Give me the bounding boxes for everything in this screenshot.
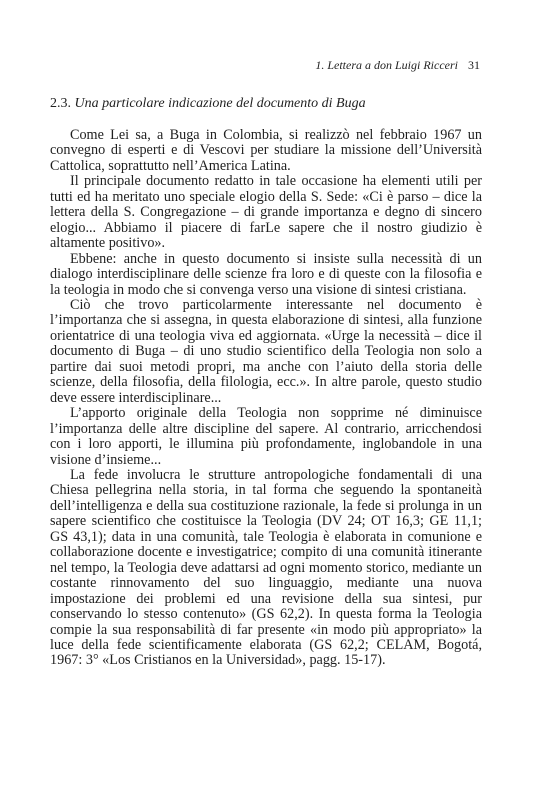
running-head xyxy=(315,58,480,73)
paragraph: La fede involucra le strutture antropologiche fondamentali di una Chiesa pellegrina nella storia, in tal forma che seguendo la spontaneità dell’intelligenza e della sua costituzione razionale, la fede si prolunga in un sapere scientifico che costituisce la Teologia (DV 24; OT 16,3; GE 11,1; GS 43,1); data in una comunità, tale Teologia è elaborata in comunione e collaborazione docente e investigatrice; compito di una comunità itinerante nel tempo, la Teologia deve adattarsi ad ogni momento storico, mediante un costante rinnovamento del suo linguaggio, mediante una nuova impostazione dei problemi ed una revisione della sua sintesi, pur conservando lo stesso contenuto» (GS 62,2). In questa forma la Teologia compie la sua responsabilità di far presente «in modo più appropriato» la luce della fede scientificamente elaborata (GS 62,2; CELAM, Bogotá, 1967: 3° «Los Cristianos en la Universidad», pagg. 15-17). xyxy=(50,466,482,669)
page-number: 31 xyxy=(468,58,480,72)
paragraph: Il principale documento redatto in tale occasione ha elementi utili per tutti ed ha meritato uno speciale elogio della S. Sede: «Ci è parso – dice la lettera della S. Congregazione – di grande importanza e degno di sincero elogio... Abbiamo il piacere di farLe sapere che il nostro giudizio è altamente positivo». xyxy=(50,173,482,252)
paragraph: L’apporto originale della Teologia non sopprime né diminuisce l’importanza delle altre discipline del sapere. Al contrario, arricchendosi con i loro apporti, le illumina più profondamente, inglobandole in una visione d’insieme... xyxy=(50,405,482,468)
section-number: 2.3. xyxy=(50,96,71,111)
paragraph: Come Lei sa, a Buga in Colombia, si realizzò nel febbraio 1967 un convegno di esperti e di Vescovi per studiare la missione dell’Università Cattolica, soprattutto nell’America Latina. xyxy=(50,127,482,174)
section-title: Una particolare indicazione del documento di Buga xyxy=(74,96,366,111)
paragraph: Ciò che trovo particolarmente interessante nel documento è l’importanza che si assegna, in questa elaborazione di sintesi, alla funzione orientatrice di una teologia viva ed aggiornata. «Urge la necessità – dice il documento di Buga – di uno studio scientifico della Teologia non solo a partire dai suoi metodi propri, ma anche con l’aiuto della storia delle scienze, della filosofia, della filologia, ecc.». In altre parole, questo studio deve essere interdisciplinare... xyxy=(50,296,482,406)
running-head-title: 1. Lettera a don Luigi Ricceri xyxy=(315,58,458,72)
body-text xyxy=(50,128,482,669)
section-heading xyxy=(50,96,366,112)
paragraph: Ebbene: anche in questo documento si insiste sulla necessità di un dialogo interdisciplinare delle scienze fra loro e di queste con la filosofia e la teologia in modo che si convenga verso una visione di sintesi cristiana. xyxy=(50,250,482,298)
